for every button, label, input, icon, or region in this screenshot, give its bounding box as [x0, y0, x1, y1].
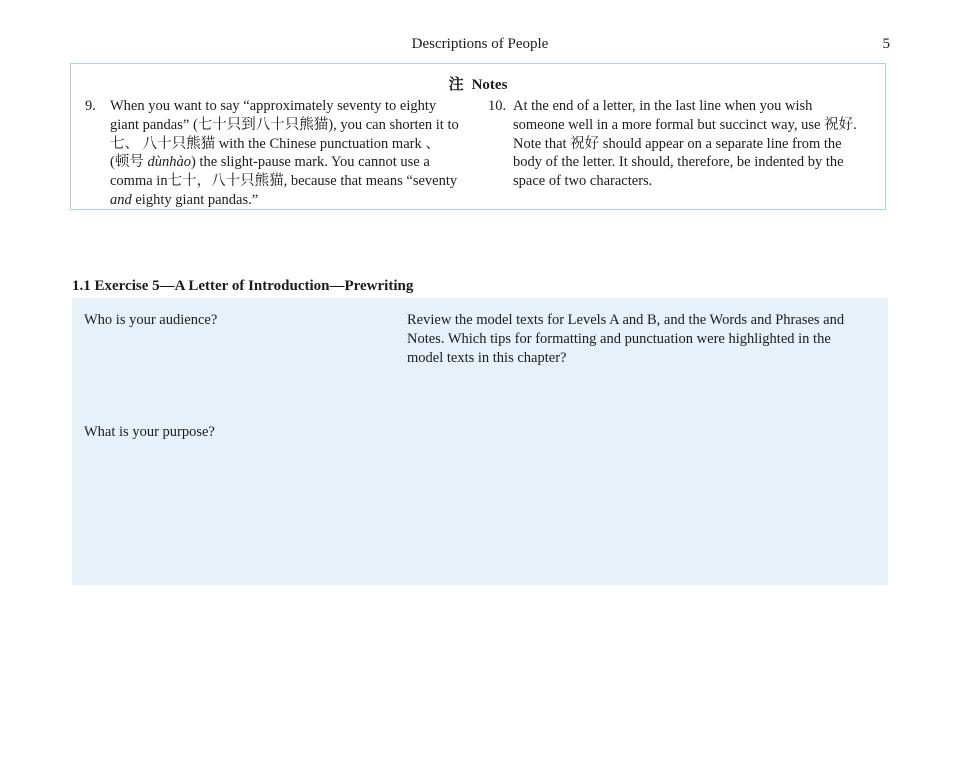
- notes-box-title: [71, 73, 885, 94]
- notes-column-left: [85, 97, 474, 210]
- exercise-panel: [72, 298, 888, 585]
- note-9-seg4-italic: and: [110, 191, 132, 208]
- exercise-questions: [84, 311, 407, 585]
- note-9-seg5: eighty giant pandas.”: [131, 191, 259, 208]
- notes-title-cjk: 注: [448, 77, 464, 93]
- note-item-10: [488, 97, 863, 191]
- exercise-question-audience: Who is your audience?: [84, 312, 218, 328]
- notes-column-right: [474, 97, 863, 210]
- note-item-9: [85, 97, 460, 210]
- page-title: Descriptions of People: [411, 36, 549, 52]
- notes-columns: [71, 97, 885, 210]
- exercise-prompt: Review the model texts for Levels A and B, and the Words and Phrases and Notes. Which tips for formatting and punctuation were highlighted in the model texts in this chapter?: [407, 312, 845, 366]
- note-9-seg2-italic: dùnhào: [147, 154, 191, 171]
- notes-title-label: Notes: [471, 77, 508, 93]
- page-number: 5: [882, 36, 890, 52]
- exercise-heading: 1.1 Exercise 5—A Letter of Introduction—Prewriting: [72, 278, 414, 294]
- note-10-number: 10.: [488, 98, 507, 114]
- note-9-text: [110, 97, 460, 210]
- running-head: [0, 36, 960, 56]
- note-9-seg1: When you want to say “approximately seventy to eighty giant pandas” (七十只到八十只熊猫), you can shorten it to 七、 八十只熊猫 with the Chinese punctuation mark 、 (顿号: [110, 98, 459, 171]
- notes-box: [70, 63, 886, 210]
- exercise-question-purpose: What is your purpose?: [84, 424, 215, 440]
- note-10-text: At the end of a letter, in the last line when you wish someone well in a more formal but succinct way, use 祝好. Note that 祝好 should appear on a separate line from the body of the letter. It should, therefore, be indented by the space of two characters.: [513, 98, 857, 190]
- note-9-seg3: ) the slight-pause mark. You cannot use a comma in七十，八十只熊猫, because that means “seventy: [110, 154, 458, 190]
- note-9-number: 9.: [85, 98, 96, 114]
